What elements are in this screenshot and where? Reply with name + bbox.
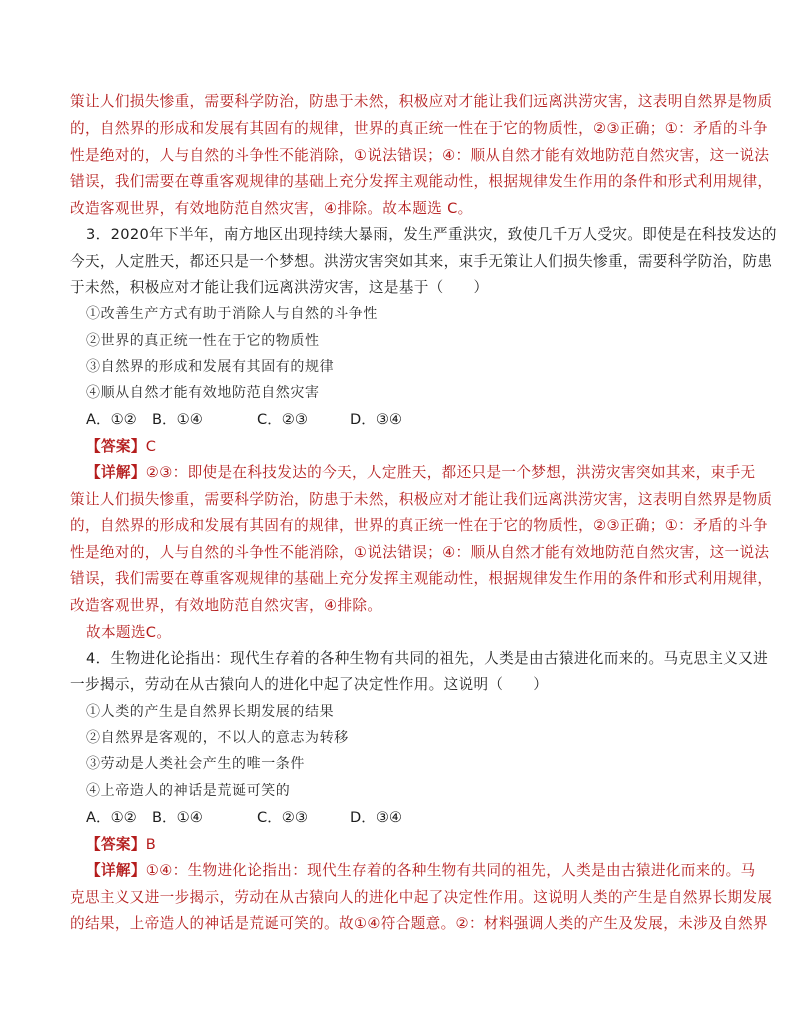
explanation-line: 改造客观世界，有效地防范自然灾害，④排除。 [70, 597, 383, 614]
explanation-line: 策让人们损失惨重，需要科学防治，防患于未然，积极应对才能让我们远离洪涝灾害，这表明自然界是物质 [70, 93, 773, 110]
explanation-text: ②③：即使是在科技发达的今天，人定胜天，都还只是一个梦想，洪涝灾害突如其来，束手无 [145, 464, 756, 481]
option-item: ①改善生产方式有助于消除人与自然的斗争性 [86, 306, 378, 322]
explanation-text: ①④：生物进化论指出：现代生存着的各种生物有共同的祖先，人类是由古猿进化而来的。马 [145, 862, 756, 879]
question-3-stem: 今天，人定胜天，都还只是一个梦想。洪涝灾害突如其来，束手无策让人们损失惨重，需要科学防治，防患 [70, 253, 773, 270]
answer-value: B [145, 836, 157, 853]
explanation-line: 的，自然界的形成和发展有其固有的规律，世界的真正统一性在于它的物质性，②③正确；①：矛盾的斗争 [70, 517, 768, 534]
explanation-line: 的，自然界的形成和发展有其固有的规律，世界的真正统一性在于它的物质性，②③正确；①：矛盾的斗争 [70, 120, 768, 137]
option-item: ②自然界是客观的，不以人的意志为转移 [86, 730, 349, 746]
explain-tag: 【详解】 [86, 862, 146, 879]
explanation-first-line [86, 460, 755, 486]
explain-tag: 【详解】 [86, 464, 146, 481]
answer-line [86, 832, 156, 858]
option-item: ③自然界的形成和发展有其固有的规律 [86, 359, 335, 375]
question-3-stem: 3．2020年下半年，南方地区出现持续大暴雨，发生严重洪灾，致使几千万人受灾。即使是在科技发达的 [86, 226, 777, 243]
question-3-stem: 于未然，积极应对才能让我们远离洪涝灾害，这是基于（ ） [70, 279, 489, 296]
explanation-first-line [86, 858, 755, 884]
explanation-line: 的结果，上帝造人的神话是荒诞可笑的。故①④符合题意。②：材料强调人类的产生及发展，未涉及自然界 [70, 915, 768, 932]
option-item: ③劳动是人类社会产生的唯一条件 [86, 756, 305, 772]
question-4-stem: 一步揭示，劳动在从古猿向人的进化中起了决定性作用。这说明（ ） [70, 676, 549, 693]
explanation-line: 错误，我们需要在尊重客观规律的基础上充分发挥主观能动性，根据规律发生作用的条件和形式利用规律， [70, 173, 773, 190]
explanation-line: 错误，我们需要在尊重客观规律的基础上充分发挥主观能动性，根据规律发生作用的条件和形式利用规律， [70, 570, 773, 587]
explanation-line: 策让人们损失惨重，需要科学防治，防患于未然，积极应对才能让我们远离洪涝灾害，这表明自然界是物质 [70, 491, 773, 508]
option-item: ④顺从自然才能有效地防范自然灾害 [86, 385, 320, 401]
answer-tag: 【答案】 [86, 836, 146, 853]
choice-a: A．①② [86, 809, 137, 826]
explanation-line: 性是绝对的，人与自然的斗争性不能消除，①说法错误；④：顺从自然才能有效地防范自然灾害，这一说法 [70, 544, 770, 561]
answer-tag: 【答案】 [86, 438, 146, 455]
choice-d: D．③④ [350, 809, 402, 826]
explanation-line: 克思主义又进一步揭示，劳动在从古猿向人的进化中起了决定性作用。这说明人类的产生是自然界长期发展 [70, 889, 773, 906]
answer-line [86, 434, 156, 460]
conclusion-line: 故本题选C。 [86, 624, 172, 641]
choice-d: D．③④ [350, 411, 402, 428]
option-item: ②世界的真正统一性在于它的物质性 [86, 333, 320, 349]
explanation-line: 改造客观世界，有效地防范自然灾害，④排除。故本题选 C。 [70, 200, 473, 217]
explanation-line: 性是绝对的，人与自然的斗争性不能消除，①说法错误；④：顺从自然才能有效地防范自然灾害，这一说法 [70, 147, 770, 164]
answer-value: C [145, 438, 157, 455]
choice-c: C．②③ [257, 411, 308, 428]
choice-c: C．②③ [257, 809, 308, 826]
option-item: ①人类的产生是自然界长期发展的结果 [86, 704, 335, 720]
choice-b: B．①④ [152, 411, 203, 428]
choice-b: B．①④ [152, 809, 203, 826]
option-item: ④上帝造人的神话是荒诞可笑的 [86, 783, 291, 799]
choice-a: A．①② [86, 411, 137, 428]
question-4-stem: 4．生物进化论指出：现代生存着的各种生物有共同的祖先，人类是由古猿进化而来的。马克思主义又进 [86, 650, 769, 667]
